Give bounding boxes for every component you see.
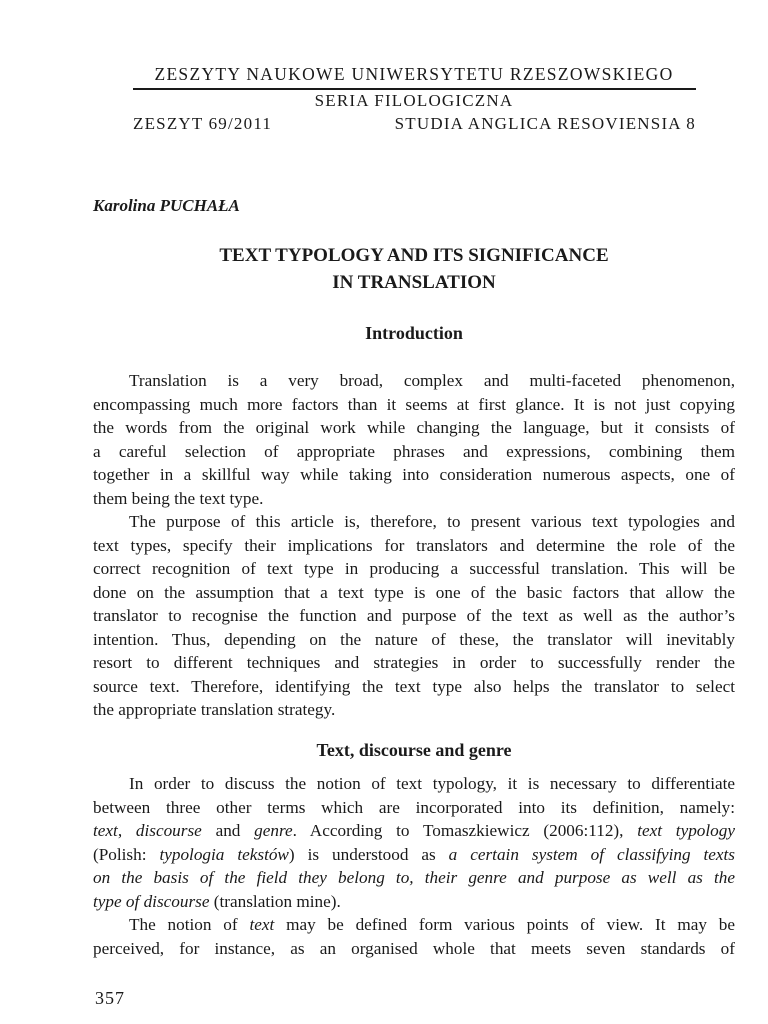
text-line: perceived, for instance, as an organised whole that meets seven standards of xyxy=(93,938,735,958)
text-line: type of discourse (translation mine). xyxy=(93,891,341,911)
definition-quote: a certain system of classifying texts xyxy=(448,844,735,864)
journal-issue: ZESZYT 69/2011 xyxy=(133,114,273,133)
article-title-line2: IN TRANSLATION xyxy=(332,272,496,293)
text-line: intention. Thus, depending on the nature of these, the translator will inevitably xyxy=(93,629,735,649)
term-polish: typologia tekstów xyxy=(159,844,289,864)
definition-quote: on the basis of the field they belong to, their genre and purpose as well as the xyxy=(93,868,735,887)
article-title xyxy=(93,242,735,296)
text-line: together in a skillful way while taking into consideration numerous aspects, one of xyxy=(93,465,735,484)
header-rule xyxy=(133,88,696,90)
text-line: The purpose of this article is, therefore, to present various text typologies and xyxy=(129,512,735,531)
journal-name: ZESZYTY NAUKOWE UNIWERSYTETU RZESZOWSKIEGO xyxy=(154,64,674,84)
page-number: 357 xyxy=(95,988,125,1008)
text-line: encompassing much more factors than it seems at first glance. It is not just copying xyxy=(93,394,735,414)
text-line xyxy=(93,866,735,890)
author-name: Karolina PUCHAŁA xyxy=(93,196,240,215)
text-line: done on the assumption that a text type is one of the basic factors that allow the xyxy=(93,582,735,602)
text-line: resort to different techniques and strategies in order to successfully render the xyxy=(93,653,735,672)
text-line: Translation is a very broad, complex and multi-faceted phenomenon, xyxy=(129,371,735,390)
term-genre: genre xyxy=(254,821,293,840)
text-line: source text. Therefore, identifying the text type also helps the translator to select xyxy=(93,676,735,696)
term-text-typology: text typology xyxy=(637,821,735,840)
text-line: them being the text type. xyxy=(93,488,264,508)
text-line: The notion of text may be defined form various points of view. It may be xyxy=(129,915,735,934)
introduction-body xyxy=(93,369,735,722)
paper-page xyxy=(93,0,735,1024)
text-line: correct recognition of text type in producing a successful translation. This will be xyxy=(93,559,735,578)
article-title-line1: TEXT TYPOLOGY AND ITS SIGNIFICANCE xyxy=(219,245,609,266)
journal-series: SERIA FILOLOGICZNA xyxy=(314,91,514,110)
term-text: text xyxy=(249,915,275,934)
text-line: translator to recognise the function and purpose of the text as well as the author’s xyxy=(93,606,735,625)
text-line: (Polish: typologia tekstów) is understood as a certain system of classifying texts xyxy=(93,844,735,864)
text-line: the words from the original work while changing the language, but it consists of xyxy=(93,418,735,437)
section-heading-introduction: Introduction xyxy=(365,323,463,343)
text-line: text types, specify their implications for translators and determine the role of the xyxy=(93,535,735,555)
section-heading-text-discourse-genre: Text, discourse and genre xyxy=(316,740,512,760)
journal-sub-series: STUDIA ANGLICA RESOVIENSIA 8 xyxy=(394,114,696,133)
text-discourse-genre-body xyxy=(93,772,735,960)
term-text: text xyxy=(93,821,118,840)
text-line: between three other terms which are incorporated into its definition, namely: xyxy=(93,797,735,817)
text-line: In order to discuss the notion of text typology, it is necessary to differentiate xyxy=(129,774,735,793)
definition-quote: type of discourse xyxy=(93,891,210,911)
text-line: the appropriate translation strategy. xyxy=(93,700,336,719)
term-discourse: discourse xyxy=(135,821,202,840)
text-line: a careful selection of appropriate phrases and expressions, combining them xyxy=(93,441,735,461)
text-line: text, discourse and genre. According to Tomaszkiewicz (2006:112), text typology xyxy=(93,821,735,840)
